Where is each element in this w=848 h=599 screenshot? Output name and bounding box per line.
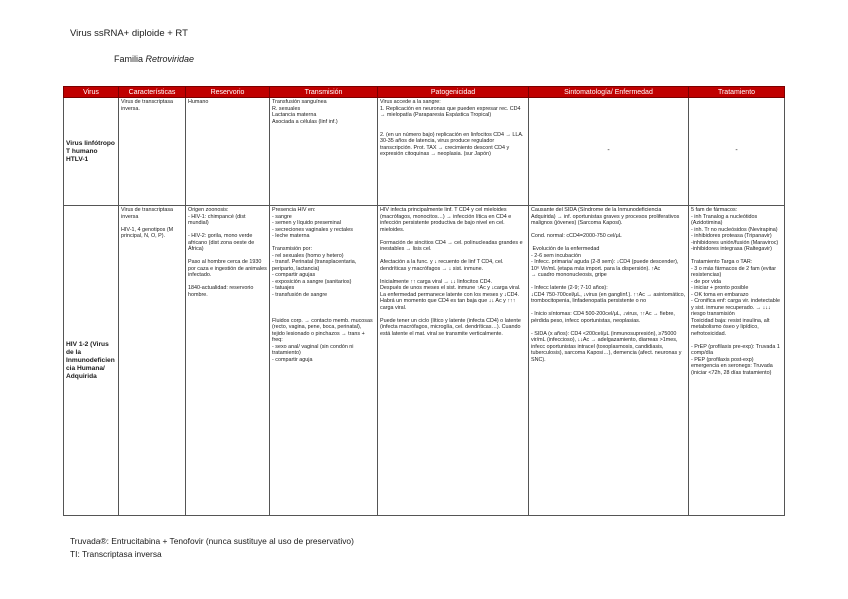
column-header-caracteristicas: Características <box>119 87 186 98</box>
cell-text: Presencia HIV en: - sangre - semen y líquido preseminal - secreciones vaginales y rectales - leche materna Transmisión por: - rel sexuales (homo y hetero) - transf. Perinatal (transplacentaria, periparto, lactancia) - compartir agujas - exposición a sangre (sanitarios) - tatuajes - transfusión de sangre Fluidos corp. → contacto memb. mucosas (recto, vagina, pene, boca, perinatal), tejido lesionado o pinchazos → trans + freq: - sexo anal/ vaginal (sin condón ni tratamiento) - compartir aguja <box>272 207 373 363</box>
cell-tratamiento <box>689 206 785 516</box>
cell-virus <box>64 206 119 516</box>
cell-text: Humano <box>188 99 209 105</box>
family-line <box>114 54 194 64</box>
cell-caracteristicas <box>119 206 186 516</box>
table-row-hiv <box>64 206 785 516</box>
cell-text: Virus linfótropo T humano HTLV-1 <box>66 139 117 163</box>
cell-text: Causante del SIDA (Síndrome de la Inmunodeficiencia Adquirida) → inf. oportunistas graves y procesos proliferativos malignos (jóvenes) (Sarcoma Kaposi). Cond. normal: cCD4=2000-750 cel/μL Evolución de la enfermedad - 2-6 sem incubación - Infecc. primaria/ aguda (2-8 sem): ↓CD4 (puede descender), 10⁶ Vir/mL (etapa más import. para la dispersión). ↑Ac → cuadro mononucleosis, gripe - Infecc latente (2-9; 7-10 años): ↓CD4 750-700cel/μL, ↓virus (en ganglinf.). ↑↑Ac → asintomático, trombocitopenia, linfadenopatía persistente o no - Inicio síntomas: CD4 500-200cel/μL, ↓virus, ↑↑Ac → fiebre, pérdida peso, infecc oportunistas, neoplasias. - SIDA (x años): CD4 <200cel/μL (inmunosupresión), ≥75000 vir/mL (infeccioso), ↓↓Ac → adelgazamiento, diarreas >1mes, infecc oportunistas intracel (toxoplasmosis, candidiasis, tuberculosis), sarcoma Kaposi…), demencia (afect. neuronas y SNC). <box>531 207 686 363</box>
cell-patogenicidad <box>378 98 529 206</box>
cell-transmision <box>270 206 378 516</box>
column-header-virus: Virus <box>64 87 119 98</box>
cell-reservorio <box>186 206 270 516</box>
cell-virus <box>64 98 119 206</box>
cell-patogenicidad <box>378 206 529 516</box>
cell-text: HIV infecta principalmente linf. T CD4 y cel mieloides (macrófagos, monocitos…) → infección lítica en CD4 e infección persistente productiva de bajo nivel en cel. mieloides. Formación de sincitios CD4 → cel. polinucleadas grandes e inestables → lisis cel. Afectación a la func. y ↓ recuento de linf T CD4, cel. dendríticas y macrófagos → ↓ sist. inmune. Inicialmente ↑↑ carga viral → ↓↓ linfocitos CD4. Después de unos meses el sist. inmune ↑Ac y ↓carga viral. La enfermedad permanece latente con los meses y ↓CD4. Habrá un momento que CD4 es tan baja que ↓↓ Ac y ↑↑↑ carga viral. Puede tener un ciclo (lítico y latente (infecta CD4) o latente (infecta macrófagos, microglía, cel. dendríticas…). Cuando está latente el mat. viral se transmite verticalmente. <box>380 207 523 337</box>
page-title: Virus ssRNA+ diploide + RT <box>70 28 188 39</box>
cell-caracteristicas <box>119 98 186 206</box>
retrovirus-table <box>63 86 785 516</box>
column-header-reservorio: Reservorio <box>186 87 270 98</box>
column-header-transmision: Transmisión <box>270 87 378 98</box>
column-header-sintomatologia: Sintomatología/ Enfermedad <box>529 87 689 98</box>
cell-tratamiento <box>689 98 785 206</box>
cell-sintomatologia <box>529 98 689 206</box>
cell-transmision <box>270 98 378 206</box>
footer-note-truvada: Truvada®: Entrucitabina + Tenofovir (nunca sustituye al uso de preservativo) <box>70 536 354 546</box>
cell-text: Virus accede a la sangre: 1. Replicación en neuronas que pueden expresar rec. CD4 → mielopatía (Paraparesia Espástica Tropical) 2. (en un número bajo) replicación en linfocitos CD4 → LLA. 30-35 años de latencia, virus produce regulador transcripción. Prot. TAX → crecimiento descont CD4 y expresión citoquinas → neoplasia. (sur Japón) <box>380 99 524 157</box>
cell-text: Transfusión sanguínea R. sexuales Lactancia materna Asociada a células (linf inf.) <box>272 99 338 125</box>
cell-text: HIV 1-2 (Virus de la Inmunodeficiencia Humana/ Adquirida <box>66 340 115 380</box>
cell-text: Virus de transcriptasa inversa. <box>121 99 175 112</box>
family-label: Familia <box>114 54 144 64</box>
cell-text: - <box>607 147 610 155</box>
footer-note-ti: TI: Transcriptasa inversa <box>70 549 162 559</box>
column-header-patogenicidad: Patogenicidad <box>378 87 529 98</box>
cell-text: Virus de transcriptasa inversa HIV-1, 4 genotipos (M principal, N, O, P). <box>121 207 174 239</box>
cell-sintomatologia <box>529 206 689 516</box>
cell-text: - <box>735 147 738 155</box>
table-row-htlv <box>64 98 785 206</box>
cell-reservorio <box>186 98 270 206</box>
cell-text: 5 fam de fármacos: - inh Tranalog a nucleótidos (Azidotimina) - inh. Tr no nucleósidos (Nevirapina) - inhibidores proteasa (Tripanavir) -inhibidores unión/fusión (Maraviroc) -inhibidores integrasa (Raltegavir) Tratamiento Targa o TAR: - 3 o más fármacos de 2 fam (evitar resistencias) - de por vida - iniciar + pronto posible - OK toma en embarazo - Cronifica enf: carga vir. indetectable y sist. inmune recuperado. → ↓↓↓ riesgo transmisión Toxicidad baja: resist insulina, alt metabolismo óseo y lipídico, nefrotoxicidad. - PrEP (profilaxis pre-exp): Truvada 1 comp/día - PEP (profilaxis post-exp) emergencia en seronegs: Truvada (iniciar <72h, 28 días tratamiento) <box>691 207 780 376</box>
cell-text: Origen zoonosis: - HIV-1: chimpancé (dist mundial) - HIV-2: gorila, mono verde africano (dist zona oeste de África) Paso al hombre cerca de 1930 por caza e ingestión de animales infectado. 1840-actualidad: reservorio hombre. <box>188 207 267 298</box>
column-header-tratamiento: Tratamiento <box>689 87 785 98</box>
family-name: Retroviridae <box>145 54 195 64</box>
table-header-row <box>64 87 785 98</box>
